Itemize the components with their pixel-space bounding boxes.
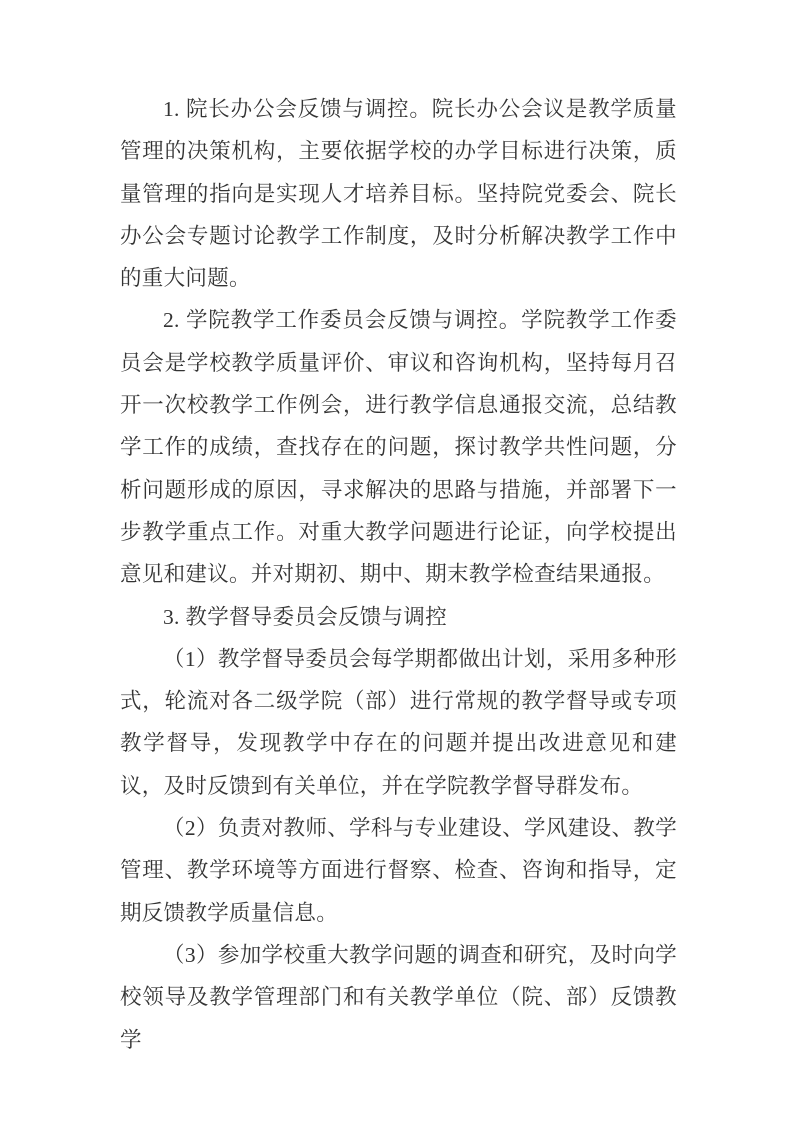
paragraph-supervision-committee-heading: 3. 教学督导委员会反馈与调控: [163, 604, 448, 629]
document-body: [120, 88, 677, 1061]
paragraph-supervision-item-1: （1）教学督导委员会每学期都做出计划，采用多种形式，轮流对各二级学院（部）进行常规的教学督导或专项教学督导，发现教学中存在的问题并提出改进意见和建议，及时反馈到有关单位，并在学院教学督导群发布。: [120, 646, 677, 798]
paragraph-supervision-item-2: （2）负责对教师、学科与专业建设、学风建设、教学管理、教学环境等方面进行督察、检查、咨询和指导，定期反馈教学质量信息。: [120, 816, 677, 925]
paragraph-dean-office-feedback: 1. 院长办公会反馈与调控。院长办公会议是教学质量管理的决策机构，主要依据学校的办学目标进行决策，质量管理的指向是实现人才培养目标。坚持院党委会、院长办公会专题讨论教学工作制度，及时分析解决教学工作中的重大问题。: [120, 97, 677, 291]
paragraph-teaching-committee-feedback: 2. 学院教学工作委员会反馈与调控。学院教学工作委员会是学校教学质量评价、审议和咨询机构，坚持每月召开一次校教学工作例会，进行教学信息通报交流，总结教学工作的成绩，查找存在的问题，探讨教学共性问题，分析问题形成的原因，寻求解决的思路与措施，并部署下一步教学重点工作。对重大教学问题进行论证，向学校提出意见和建议。并对期初、期中、期末教学检查结果通报。: [120, 308, 677, 587]
paragraph-supervision-item-3: （3）参加学校重大教学问题的调查和研究，及时向学校领导及教学管理部门和有关教学单位（院、部）反馈教学: [120, 942, 677, 1052]
